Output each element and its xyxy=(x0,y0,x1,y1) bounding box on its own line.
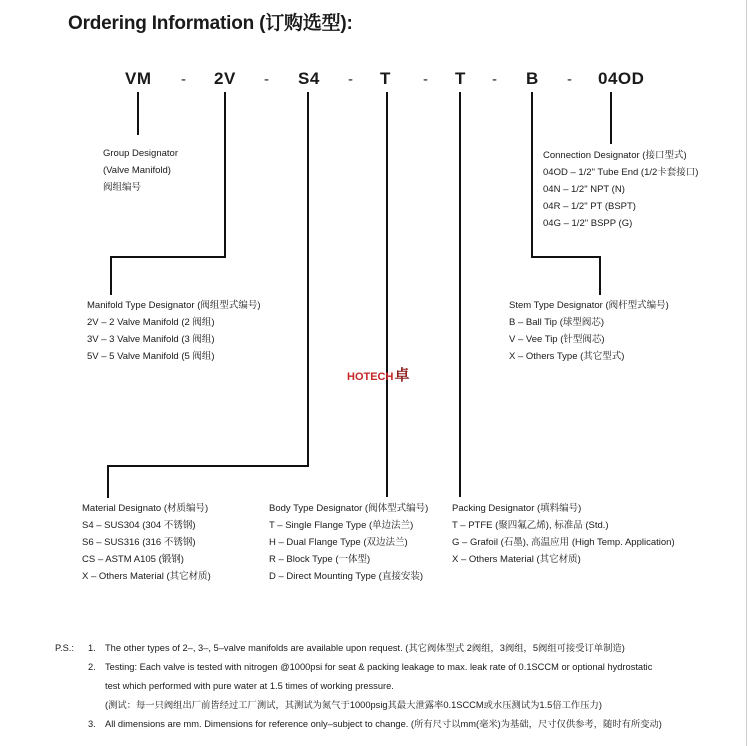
page-title: Ordering Information (订购选型): xyxy=(68,13,353,34)
material-item: S6 – SUS316 (316 不锈钢) xyxy=(82,537,196,548)
body-item: H – Dual Flange Type (双边法兰) xyxy=(269,537,408,548)
packing-designator xyxy=(452,500,675,568)
stem-item: X – Others Type (其它型式) xyxy=(509,351,625,362)
note-number: 1. xyxy=(88,643,96,653)
material-heading: Material Designato (材质编号) xyxy=(82,503,209,514)
code-manifold: 2V xyxy=(214,69,236,88)
note-number: 3. xyxy=(88,719,96,729)
hotech-logo xyxy=(347,364,409,385)
group-line: 阀组编号 xyxy=(103,182,142,193)
note-text: (测试：每一只阀组出厂前皆经过工厂测试，其测试为氮气于1000psig其最大泄露率0.1SCCM或水压测试为1.5倍工作压力) xyxy=(105,700,602,710)
note-2 xyxy=(55,658,653,677)
note-text: Testing: Each valve is tested with nitrogen @1000psi for seat & packing leakage to max. leak rate of 0.1SCCM or optional hydrostatic xyxy=(105,662,653,672)
group-line: (Valve Manifold) xyxy=(103,165,171,176)
body-item: T – Single Flange Type (单边法兰) xyxy=(269,520,414,531)
connector-material xyxy=(107,465,309,467)
group-heading: Group Designator xyxy=(103,148,178,159)
manifold-item: 3V – 3 Valve Manifold (3 阀组) xyxy=(87,334,215,345)
code-stem: B xyxy=(526,69,539,88)
connection-item: 04N – 1/2" NPT (N) xyxy=(543,184,625,195)
stem-item: B – Ball Tip (球型阀芯) xyxy=(509,317,605,328)
connector-manifold xyxy=(224,92,226,257)
code-material: S4 xyxy=(298,69,320,88)
connector-group xyxy=(137,92,139,135)
packing-item: X – Others Material (其它材质) xyxy=(452,554,581,565)
manifold-heading: Manifold Type Designator (阀组型式编号) xyxy=(87,300,261,311)
body-item: D – Direct Mounting Type (直接安装) xyxy=(269,571,423,582)
body-item: R – Block Type (一体型) xyxy=(269,554,371,565)
note-text: The other types of 2–, 3–, 5–valve manifolds are available upon request. (其它阀体型式 2阀组，3阀组，5阀组可接受订单制造) xyxy=(105,643,625,653)
connector-manifold xyxy=(110,256,226,258)
notes-section xyxy=(55,639,662,734)
code-separator: - xyxy=(567,71,572,88)
packing-item: G – Grafoil (石墨), 高温应用 (High Temp. Application) xyxy=(452,537,675,548)
stem-heading: Stem Type Designator (阀杆型式编号) xyxy=(509,300,669,311)
code-vm: VM xyxy=(125,69,152,88)
connector-material xyxy=(107,465,109,498)
note-text: All dimensions are mm. Dimensions for reference only–subject to change. (所有尺寸以mm(毫米)为基础，尺寸仅供参考，随时有所变动) xyxy=(105,719,662,729)
connection-heading: Connection Designator (接口型式) xyxy=(543,150,687,161)
code-separator: - xyxy=(492,71,497,88)
manifold-item: 5V – 5 Valve Manifold (5 阀组) xyxy=(87,351,215,362)
connection-item: 04OD – 1/2" Tube End (1/2卡套接口) xyxy=(543,167,699,178)
body-designator xyxy=(269,500,428,585)
manifold-item: 2V – 2 Valve Manifold (2 阀组) xyxy=(87,317,215,328)
code-packing: T xyxy=(455,69,466,88)
right-border xyxy=(746,0,747,746)
connection-designator xyxy=(543,147,698,232)
stem-designator xyxy=(509,297,669,365)
logo-mark: 卓 xyxy=(394,366,410,384)
connector-stem xyxy=(531,92,533,257)
logo-text: HOTECH xyxy=(347,371,394,383)
connector-connection xyxy=(610,92,612,144)
connection-item: 04G – 1/2" BSPP (G) xyxy=(543,218,633,229)
code-separator: - xyxy=(348,71,353,88)
connection-item: 04R – 1/2" PT (BSPT) xyxy=(543,201,636,212)
connector-manifold xyxy=(110,256,112,295)
note-text: test which performed with pure water at 1.5 times of working pressure. xyxy=(105,681,394,691)
packing-heading: Packing Designator (填料编号) xyxy=(452,503,582,514)
connector-material xyxy=(307,92,309,466)
note-number: 2. xyxy=(88,662,96,672)
note-2-chinese xyxy=(55,696,602,715)
material-item: S4 – SUS304 (304 不锈钢) xyxy=(82,520,196,531)
connector-body xyxy=(386,92,388,497)
manifold-designator xyxy=(87,297,261,365)
code-separator: - xyxy=(181,71,186,88)
packing-item: T – PTFE (聚四氟乙烯), 标准品 (Std.) xyxy=(452,520,609,531)
material-item: X – Others Material (其它材质) xyxy=(82,571,211,582)
connector-packing xyxy=(459,92,461,497)
code-separator: - xyxy=(264,71,269,88)
code-separator: - xyxy=(423,71,428,88)
material-item: CS – ASTM A105 (锻钢) xyxy=(82,554,184,565)
notes-prefix: P.S.: xyxy=(55,643,74,653)
code-connection: 04OD xyxy=(598,69,645,88)
connector-stem xyxy=(531,256,601,258)
group-designator xyxy=(103,145,178,196)
note-3 xyxy=(55,715,662,734)
material-designator xyxy=(82,500,211,585)
stem-item: V – Vee Tip (针型阀芯) xyxy=(509,334,605,345)
note-2-continued xyxy=(55,677,394,696)
connector-stem xyxy=(599,256,601,295)
code-body: T xyxy=(380,69,391,88)
note-1 xyxy=(55,639,625,658)
body-heading: Body Type Designator (阀体型式编号) xyxy=(269,503,429,514)
